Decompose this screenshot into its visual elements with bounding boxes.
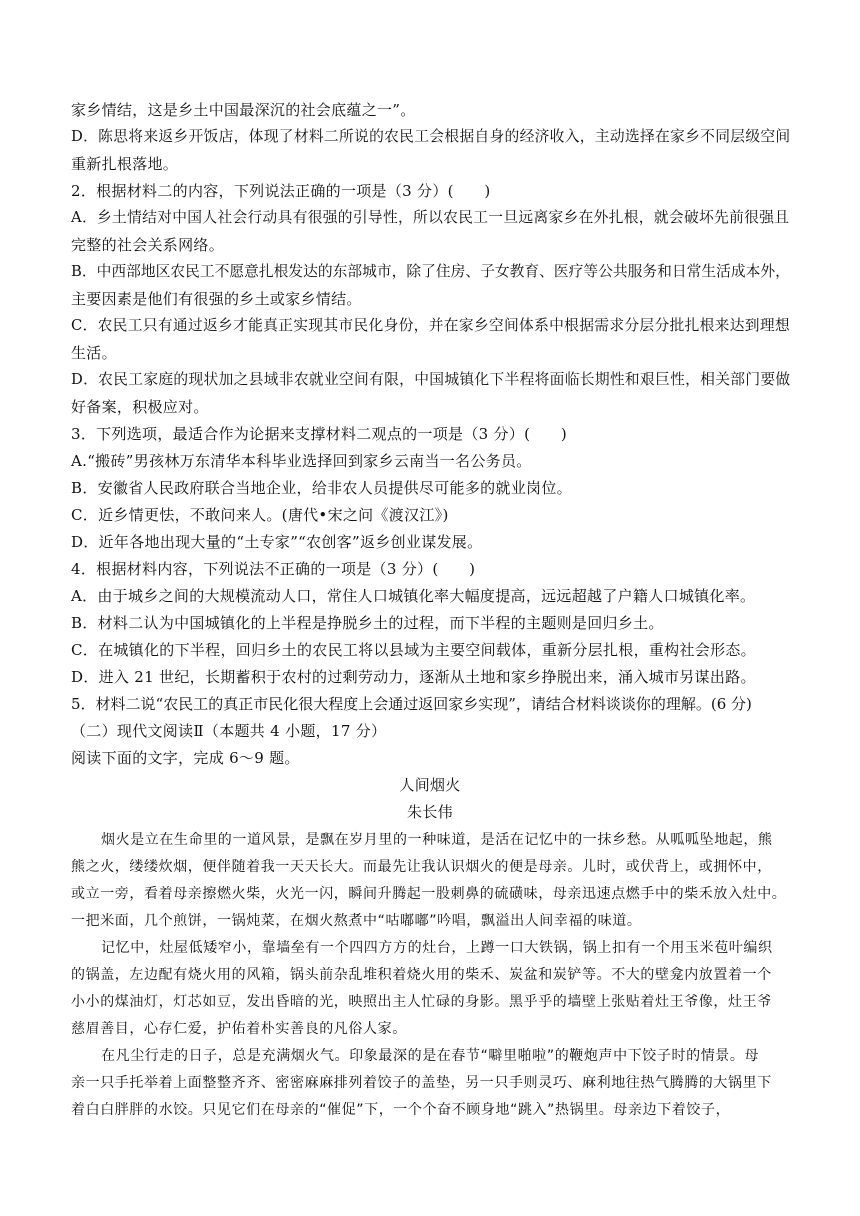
passage-author: 朱长伟 <box>407 803 453 821</box>
option-a-q2: A．乡土情结对中国人社会行动具有很强的引导性，所以农民工一旦远离家乡在外扎根，就会破坏先前很强且 <box>71 209 790 226</box>
passage-line: 熊之火，缕缕炊烟，便伴随着我一天天长大。而最先让我认识烟火的便是母亲。儿时，或伏背上，或拥怀中， <box>71 859 772 875</box>
option-c-q3: C．近乡情更怯，不敢问来人。(唐代•宋之问《渡汉江》) <box>71 506 449 524</box>
passage-line: 在凡尘行走的日子，总是充满烟火气。印象最深的是在春节“噼里啪啦”的鞭炮声中下饺子时的情景。母 <box>101 1048 760 1064</box>
passage-line: 烟火是立在生命里的一道风景，是飘在岁月里的一种味道，是活在记忆中的一抹乡愁。从呱呱坠地起，熊 <box>101 832 773 848</box>
question-2: 2．根据材料二的内容，下列说法正确的一项是（3 分）( ) <box>71 182 491 200</box>
section-heading: （二）现代文阅读Ⅱ（本题共 4 小题，17 分） <box>71 722 387 740</box>
option-d-q3: D．近年各地出现大量的“土专家”“农创客”返乡创业谋发展。 <box>71 533 483 551</box>
text-line: 重新扎根落地。 <box>71 155 179 173</box>
option-b-q3: B．安徽省人民政府联合当地企业，给非农人员提供尽可能多的就业岗位。 <box>71 479 572 497</box>
question-5: 5．材料二说“农民工的真正市民化很大程度上会通过返回家乡实现”，请结合材料谈谈你的理解。(6 分) <box>71 695 752 713</box>
passage-line: 记忆中，灶屋低矮窄小，靠墙垒有一个四四方方的灶台，上蹲一口大铁锅，锅上扣有一个用玉米苞叶编织 <box>101 940 773 956</box>
option-d-q4: D．进入 21 世纪，长期蓄积于农村的过剩劳动力，逐渐从土地和家乡挣脱出来，涌入城市另谋出路。 <box>71 668 756 686</box>
text-line: 好备案，积极应对。 <box>71 398 209 416</box>
instruction: 阅读下面的文字，完成 6～9 题。 <box>71 749 300 767</box>
option-a-q3: A.“搬砖”男孩林万东清华本科毕业选择回到家乡云南当一名公务员。 <box>71 452 532 470</box>
passage-line: 一把米面，几个煎饼，一锅炖菜，在烟火熬煮中“咕嘟嘟”吟唱，飘溢出人间幸福的味道。 <box>71 913 642 929</box>
option-b-q4: B．材料二认为中国城镇化的上半程是挣脱乡土的过程，而下半程的主题则是回归乡土。 <box>71 614 664 632</box>
passage-line: 着白白胖胖的水饺。只见它们在母亲的“催促”下，一个个奋不顾身地“跳入”热锅里。母亲边下着饺子， <box>71 1102 731 1118</box>
question-3: 3．下列选项，最适合作为论据来支撑材料二观点的一项是（3 分）( ) <box>71 425 568 443</box>
text-line: 生活。 <box>71 344 117 362</box>
option-a-q4: A．由于城乡之间的大规模流动人口，常住人口城镇化率大幅度提高，远远超越了户籍人口城镇化率。 <box>71 587 756 605</box>
passage-title: 人间烟火 <box>399 776 461 794</box>
text-line: 主要因素是他们有很强的乡土或家乡情结。 <box>71 290 362 308</box>
option-c-q2: C．农民工只有通过返乡才能真正实现其市民化身份，并在家乡空间体系中根据需求分层分批扎根来达到理想 <box>71 317 790 334</box>
option-b-q2: B．中西部地区农民工不愿意扎根发达的东部城市，除了住房、子女教育、医疗等公共服务和日常生活成本外， <box>71 263 790 280</box>
text-line: 家乡情结，这是乡土中国最深沉的社会底蕴之一”。 <box>71 101 416 119</box>
option-d-q2: D．农民工家庭的现状加之县域非农就业空间有限，中国城镇化下半程将面临长期性和艰巨性，相关部门要做 <box>71 371 791 388</box>
option-c-q4: C．在城镇化的下半程，回归乡土的农民工将以县域为主要空间载体，重新分层扎根，重构社会形态。 <box>71 641 756 659</box>
passage-line: 或立一旁，看着母亲擦燃火柴，火光一闪，瞬间升腾起一股刺鼻的硫磺味，母亲迅速点燃手中的柴禾放入灶中。 <box>71 886 787 902</box>
text-line: 完整的社会关系网络。 <box>71 236 225 254</box>
passage-line: 慈眉善目，心存仁爱，护佑着朴实善良的凡俗人家。 <box>71 1021 407 1037</box>
passage-line: 亲一只手托举着上面整整齐齐、密密麻麻排列着饺子的盖垫，另一只手则灵巧、麻利地往热气腾腾的大锅里下 <box>71 1075 772 1091</box>
passage-line: 的锅盖，左边配有烧火用的风箱，锅头前杂乱堆积着烧火用的柴禾、炭盆和炭铲等。不大的壁龛内放置着一个 <box>71 967 772 983</box>
passage-line: 小小的煤油灯，灯芯如豆，发出昏暗的光，映照出主人忙碌的身影。黑乎乎的墙壁上张贴着灶王爷像，灶王爷 <box>71 994 772 1010</box>
option-d-q1: D．陈思将来返乡开饭店，体现了材料二所说的农民工会根据自身的经济收入，主动选择在家乡不同层级空间 <box>71 128 791 145</box>
question-4: 4．根据材料内容，下列说法不正确的一项是（3 分）( ) <box>71 560 476 578</box>
